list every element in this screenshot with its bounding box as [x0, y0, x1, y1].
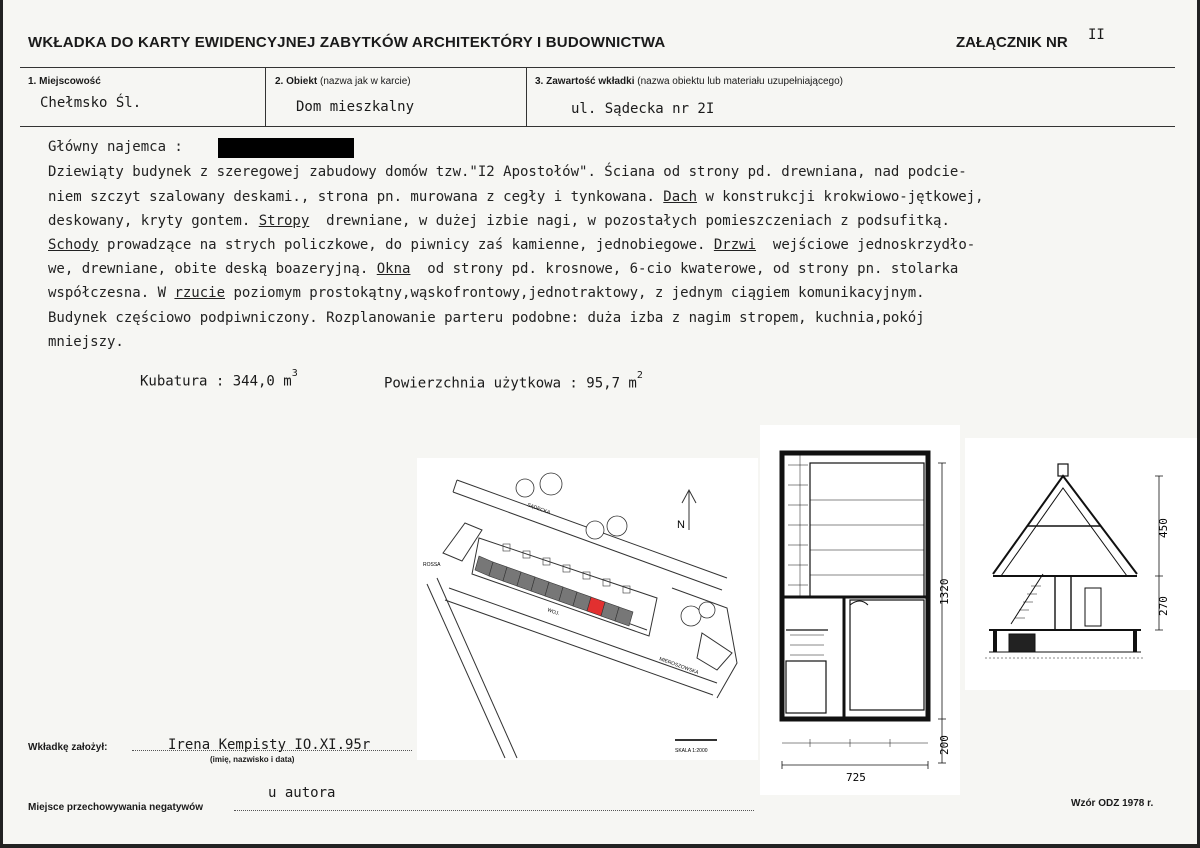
- site-plan-svg: [417, 458, 758, 760]
- storage-label: Miejsce przechowywania negatywów: [28, 802, 204, 813]
- document-title: WKŁADKA DO KARTY EWIDENCYJNEJ ZABYTKÓW ARCHITEKTÓRY I BUDOWNICTWA: [28, 34, 666, 51]
- description-line-5: we, drewniane, obite deską boazeryjną. Okna od strony pd. krosnowe, 6-cio kwaterowe, od strony pn. stolarka: [48, 261, 959, 277]
- street-label-4: MIEROSZOWSKA: [658, 656, 700, 677]
- object-label: 2. Obiekt (nazwa jak w karcie): [275, 76, 411, 87]
- storage-value: u autora: [268, 785, 336, 801]
- section-drawing: [965, 438, 1197, 690]
- object-value: Dom mieszkalny: [296, 99, 415, 115]
- plan-dim-width: 725: [846, 771, 866, 784]
- description-line-1: Dziewiąty budynek z szeregowej zabudowy domów tzw."I2 Apostołów". Ściana od strony pd. drewniana, nad podcie-: [48, 164, 967, 180]
- tenant-label: Główny najemca :: [48, 139, 183, 155]
- description-line-6: współczesna. W rzucie poziomym prostokątny,wąskofrontowy,jednotraktowy, z jednym ciągiem komunikacyjnym.: [48, 285, 925, 301]
- section-dim-upper: 450: [1157, 518, 1170, 538]
- locality-value: Chełmsko Śl.: [40, 95, 142, 111]
- description-line-8: mniejszy.: [48, 334, 124, 350]
- north-arrow-label: N: [677, 519, 685, 531]
- section-svg: [965, 438, 1197, 690]
- storage-dotted-line: [234, 810, 754, 811]
- locality-label: 1. Miejscowość: [28, 76, 101, 87]
- annex-number: II: [1088, 27, 1105, 43]
- author-label: Wkładkę założył:: [28, 742, 108, 753]
- redacted-name: [218, 138, 354, 158]
- content-value: ul. Sądecka nr 2I: [571, 101, 715, 117]
- scan-edge-left: [0, 0, 3, 848]
- fields-rule: [20, 126, 1175, 127]
- form-code: Wzór ODZ 1978 r.: [1071, 798, 1154, 809]
- author-hint: (imię, nazwisko i data): [210, 755, 295, 764]
- description-line-4: Schody prowadzące na strych policzkowe, do piwnicy zaś kamienne, jednobiegowe. Drzwi wejściowe jednoskrzydło-: [48, 237, 976, 253]
- author-value: Irena Kempisty IO.XI.95r: [168, 737, 371, 753]
- usable-area-value: Powierzchnia użytkowa : 95,7 $m^2$: [384, 370, 643, 392]
- description-line-3: deskowany, kryty gontem. Stropy drewniane, w dużej izbie nagi, w pozostałych pomieszczeniach z podsufitką.: [48, 213, 950, 229]
- description-line-7: Budynek częściowo podpiwniczony. Rozplanowanie parteru podobne: duża izba z nagim stropem, kuchnia,pokój: [48, 310, 925, 326]
- field-divider-1: [265, 68, 266, 126]
- street-label-2: ROSSA: [423, 562, 441, 568]
- volume-value: Kubatura : 344,0 $m^3$: [140, 368, 298, 390]
- scale-label: SKALA 1:2000: [675, 748, 708, 754]
- floor-plan-svg: [760, 425, 960, 795]
- plan-dim-length: 1320: [938, 578, 951, 605]
- header-rule: [20, 67, 1175, 68]
- content-label: 3. Zawartość wkładki (nazwa obiektu lub materiału uzupełniającego): [535, 76, 843, 87]
- section-dim-lower: 270: [1157, 596, 1170, 616]
- scan-edge-bottom: [0, 844, 1200, 848]
- street-label-3: WOJ.: [546, 607, 561, 618]
- plan-dim-bottom: 200: [938, 735, 951, 755]
- floor-plan-drawing: [760, 425, 960, 795]
- field-divider-2: [526, 68, 527, 126]
- site-plan-drawing: [417, 458, 758, 760]
- description-line-2: niem szczyt szalowany deskami., strona pn. murowana z cegły i tynkowana. Dach w konstrukcji krokwiowo-jętkowej,: [48, 189, 984, 205]
- street-label-1: SĄDECKA: [526, 502, 551, 517]
- annex-label: ZAŁĄCZNIK NR: [956, 34, 1068, 51]
